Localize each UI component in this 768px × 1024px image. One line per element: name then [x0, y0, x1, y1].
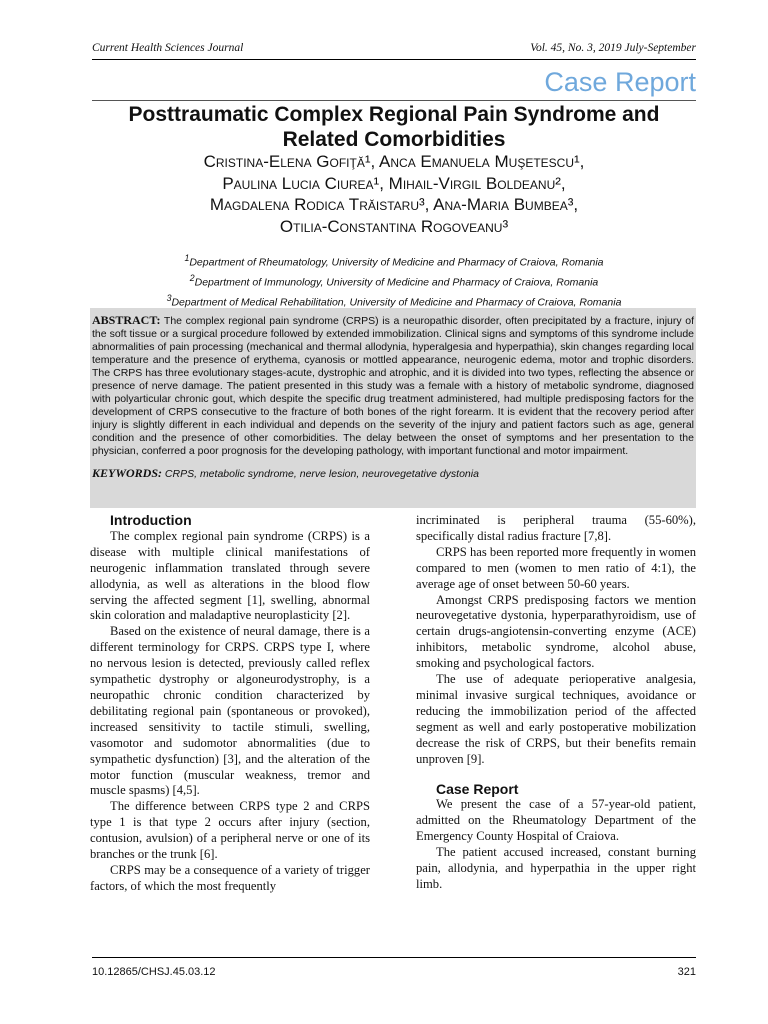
author-list: [60, 151, 728, 237]
affiliation-1-text: Department of Rheumatology, University of Medicine and Pharmacy of Craiova, Romania: [189, 256, 604, 269]
paragraph: CRPS has been reported more frequently in women compared to men (women to men ratio of 4:1), the average age of onset between 50-60 years.: [416, 544, 696, 591]
paragraph: Amongst CRPS predisposing factors we mention neurovegetative dystonia, hyperparathyroidism, use of certain drugs-angiotensin-converting enzyme (ACE) inhibitors, metabolic syndrome, alcohol abuse, smoking and psychological factors.: [416, 592, 696, 671]
affiliation-3-marker: 3: [166, 293, 172, 303]
authors-line-1: Cristina-Elena Gofiţă¹, Anca Emanuela Muşetescu¹,: [203, 152, 585, 171]
affiliation-3: [60, 290, 728, 310]
right-column: [416, 513, 696, 893]
affiliation-2: [60, 270, 728, 290]
keywords-text: CRPS, metabolic syndrome, nerve lesion, neurovegetative dystonia: [162, 467, 479, 480]
paragraph: The complex regional pain syndrome (CRPS) is a disease with multiple clinical manifestations of neurogenic inflammation translated through severe allodynia, as well as alterations in the blood flow serving the affected segment [1], swelling, abnormal skin coloration and maladaptive neuroplasticity [2].: [90, 528, 370, 623]
authors-line-3: Magdalena Rodica Trăistaru³, Ana-Maria Bumbea³,: [209, 195, 579, 214]
title-line-2: Related Comorbidities: [282, 128, 506, 151]
abstract-box: [90, 308, 696, 508]
page-footer: [92, 966, 696, 978]
affiliations: [60, 250, 728, 310]
paragraph: The use of adequate perioperative analgesia, minimal invasive surgical techniques, avoidance or reducing the immobilization period of the affected segment as well and early postoperative mobilization decrease the risk of CRPS, but their benefits remain unproven [9].: [416, 672, 696, 766]
title-rule: [92, 100, 696, 101]
authors-line-2: Paulina Lucia Ciurea¹, Mihail-Virgil Boldeanu²,: [222, 173, 566, 193]
paragraph: We present the case of a 57-year-old patient, admitted on the Rheumatology Department of the Emergency County Hospital of Craiova.: [416, 797, 696, 844]
paragraph: CRPS may be a consequence of a variety of trigger factors, of which the most frequently: [90, 862, 370, 893]
header-rule: [92, 59, 696, 60]
paragraph: incriminated is peripheral trauma (55-60%), specifically distal radius fracture [7,8].: [416, 513, 696, 543]
left-column: [90, 513, 370, 895]
paragraph: Based on the existence of neural damage, there is a different terminology for CRPS. CRPS type I, where no nervous lesion is detected, previously called reflex sympathetic dystrophy or algoneurodystrophy, is a neuropathic chronic condition characterized by debilitating regional pain (spontaneous or provoked), increased sensitivity to tactile stimuli, swelling, vasomotor and sudomotor abnormalities (due to sympathetic dysfunction) [3], and the alteration of the motor function (muscular weakness, tremor and muscle spasms) [4,5].: [90, 624, 370, 798]
footer-rule: [92, 957, 696, 958]
abstract: [92, 314, 694, 459]
doi: 10.12865/CHSJ.45.03.12: [92, 966, 216, 978]
keywords-label: KEYWORDS:: [92, 465, 163, 480]
journal-name: Current Health Sciences Journal: [92, 42, 244, 54]
authors-line-4: Otilia-Constantina Rogoveanu³: [279, 216, 509, 236]
title-line-1: Posttraumatic Complex Regional Pain Syndrome and: [128, 103, 660, 126]
affiliation-1: [60, 250, 728, 270]
section-heading-introduction: Introduction: [110, 512, 192, 528]
keywords: [92, 466, 694, 481]
paragraph: The patient accused increased, constant burning pain, allodynia, and hyperpathia in the upper right limb.: [416, 845, 696, 891]
article-title: [60, 102, 728, 152]
abstract-text: The complex regional pain syndrome (CRPS) is a neuropathic disorder, often precipitated by a fracture, injury of the soft tissue or a surgical procedure followed by extended immobilization. Clinical signs and symptoms of this syndrome include abnormalities of pain processing (mechanical and thermal allodynia, hyperalgesia and hyperpathia), skin changes regarding local temperature and the presence of erythema, cyanosis or mottled appearance, neurogenic edema, motor and trophic disorders. The CRPS has three evolutionary stages-acute, dystrophic and atrophic, and it is divided into two types, reflecting the absence or presence of nerve damage. The patient presented in this study was a female with a history of metabolic syndrome, diagnosed with polyarticular chronic gout, which despite the specific drug treatment administered, had multiple predisposing factors for the development of CRPS consecutive to the fracture of both bones of the right forearm. It is evident that the recovery period after injury is slightly different in each individual and depends on the severity of the injury and patient factors such as age, general condition and the presence of other comorbidities. The delay between the onset of symptoms and her presentation to the physician, conferred a poor prognosis for the developing pathology, with important functional and motor impairment.: [92, 315, 694, 458]
page-number: 321: [677, 966, 696, 978]
affiliation-2-text: Department of Immunology, University of Medicine and Pharmacy of Craiova, Romania: [194, 276, 599, 289]
section-heading-case-report: Case Report: [436, 780, 519, 797]
abstract-label: ABSTRACT:: [92, 313, 161, 327]
affiliation-3-text: Department of Medical Rehabilitation, University of Medicine and Pharmacy of Craiova, Romania: [171, 296, 622, 309]
article-type-label: Case Report: [544, 67, 696, 97]
paragraph: The difference between CRPS type 2 and CRPS type 1 is that type 2 occurs after injury (section, contusion, avulsion) of a peripheral nerve or one of its branches or the trunk [6].: [90, 799, 370, 862]
volume-info: Vol. 45, No. 3, 2019 July-September: [530, 42, 696, 54]
affiliation-1-marker: 1: [184, 253, 190, 263]
running-header: [92, 42, 696, 54]
affiliation-2-marker: 2: [189, 273, 195, 283]
